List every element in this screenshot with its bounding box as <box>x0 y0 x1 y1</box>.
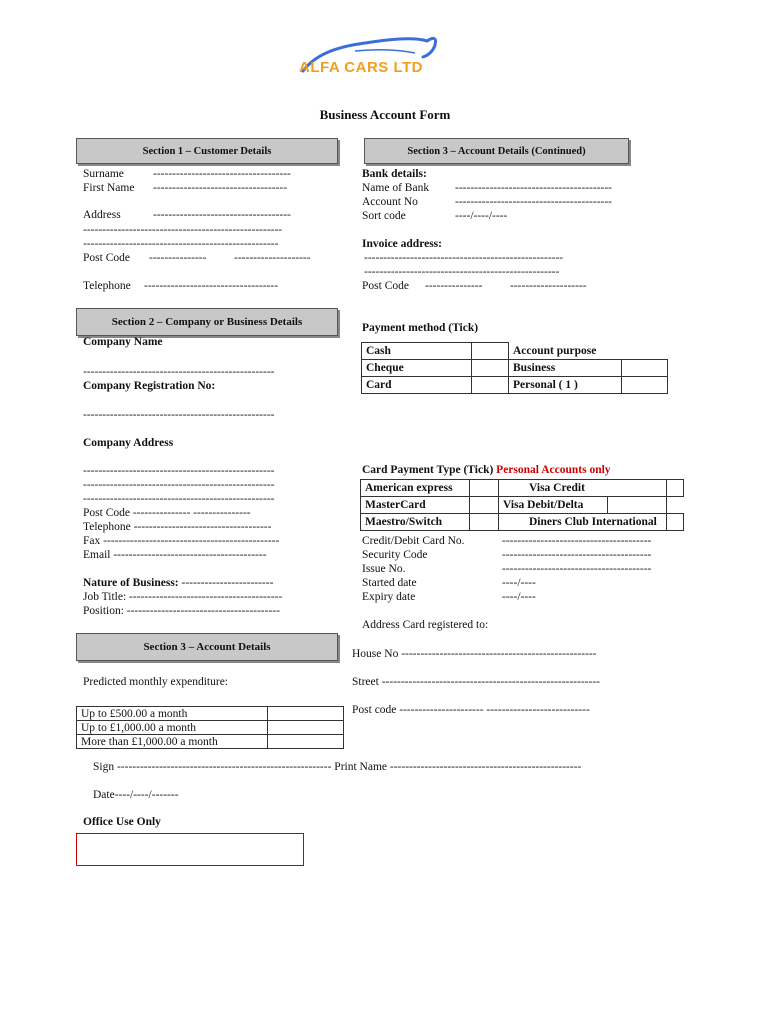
purpose-personal-label: Personal ( 1 ) <box>509 377 622 394</box>
nature-of-business-field[interactable]: ------------------------ <box>178 577 274 589</box>
expenditure-option-1-label: Up to £500.00 a month <box>77 707 268 721</box>
company-telephone-field[interactable]: Telephone ------------------------------------ <box>83 521 272 533</box>
surname-label: Surname <box>83 168 124 180</box>
postcode-label: Post Code <box>83 252 130 264</box>
form-title: Business Account Form <box>319 107 451 122</box>
section-3-continued-header: Section 3 – Account Details (Continued) <box>364 138 629 164</box>
predicted-expenditure-label: Predicted monthly expenditure: <box>83 676 228 688</box>
bank-name-field[interactable]: ----------------------------------------- <box>455 182 613 194</box>
expenditure-row-2 <box>77 721 344 735</box>
personal-accounts-note: Personal Accounts only <box>496 464 611 476</box>
card-maestro-checkbox[interactable] <box>470 514 499 531</box>
card-no-label: Credit/Debit Card No. <box>362 535 465 547</box>
postcode-field-2[interactable]: -------------------- <box>234 252 311 264</box>
purpose-title-spacer <box>621 343 667 360</box>
card-street-field[interactable]: Street --------------------------------------------------------- <box>352 676 600 688</box>
address-field-3[interactable]: --------------------------------------------------- <box>83 238 279 250</box>
address-field-1[interactable]: ------------------------------------ <box>153 209 291 221</box>
address-label: Address <box>83 209 121 221</box>
card-mastercard-checkbox[interactable] <box>470 497 499 514</box>
invoice-address-field-2[interactable]: --------------------------------------------------- <box>364 266 560 278</box>
company-email-field[interactable]: Email ---------------------------------------- <box>83 549 267 561</box>
card-amex-checkbox[interactable] <box>470 480 499 497</box>
purpose-personal-checkbox[interactable] <box>621 377 667 394</box>
surname-field[interactable]: ------------------------------------ <box>153 168 291 180</box>
card-visa-credit-label: Visa Credit <box>499 480 667 497</box>
card-row-1 <box>361 480 684 497</box>
payment-cash-checkbox[interactable] <box>472 343 509 360</box>
section-2-header: Section 2 – Company or Business Details <box>76 308 338 336</box>
card-amex-label: American express <box>361 480 470 497</box>
company-address-field-1[interactable]: -------------------------------------------------- <box>83 465 275 477</box>
expiry-date-label: Expiry date <box>362 591 416 603</box>
bank-details-title: Bank details: <box>362 168 427 180</box>
telephone-label: Telephone <box>83 280 131 292</box>
payment-row-cash <box>362 343 668 360</box>
expenditure-option-2-label: Up to £1,000.00 a month <box>77 721 268 735</box>
payment-card-checkbox[interactable] <box>472 377 509 394</box>
account-no-field[interactable]: ----------------------------------------- <box>455 196 613 208</box>
address-field-2[interactable]: ---------------------------------------------------- <box>83 224 283 236</box>
card-no-field[interactable]: --------------------------------------- <box>502 535 652 547</box>
company-reg-field[interactable]: -------------------------------------------------- <box>83 409 275 421</box>
company-reg-label: Company Registration No: <box>83 380 216 392</box>
section-1-header: Section 1 – Customer Details <box>76 138 338 164</box>
card-diners-checkbox[interactable] <box>667 514 684 531</box>
purpose-business-label: Business <box>509 360 622 377</box>
company-fax-field[interactable]: Fax ---------------------------------------------- <box>83 535 280 547</box>
company-name-label: Company Name <box>83 336 163 348</box>
expenditure-option-1-checkbox[interactable] <box>268 707 344 721</box>
payment-row-cheque <box>362 360 668 377</box>
postcode-field-1[interactable]: --------------- <box>149 252 207 264</box>
payment-method-table <box>361 342 668 394</box>
date-field[interactable]: Date----/----/------- <box>93 789 179 801</box>
card-row-2-empty <box>667 497 684 514</box>
card-row-3 <box>361 514 684 531</box>
card-maestro-label: Maestro/Switch <box>361 514 470 531</box>
payment-row-card <box>362 377 668 394</box>
card-type-table <box>360 479 684 531</box>
invoice-address-title: Invoice address: <box>362 238 442 250</box>
address-card-registered-title: Address Card registered to: <box>362 619 489 631</box>
invoice-postcode-field-2[interactable]: -------------------- <box>510 280 587 292</box>
office-use-box[interactable] <box>76 833 304 866</box>
started-date-field[interactable]: ----/---- <box>502 577 536 589</box>
card-payment-type-title <box>362 464 611 476</box>
expenditure-table <box>76 706 344 749</box>
firstname-label: First Name <box>83 182 135 194</box>
payment-cheque-label: Cheque <box>362 360 472 377</box>
card-postcode-field[interactable]: Post code ---------------------- --------------------------- <box>352 704 590 716</box>
company-name-field[interactable]: -------------------------------------------------- <box>83 366 275 378</box>
expenditure-row-1 <box>77 707 344 721</box>
expenditure-option-3-label: More than £1,000.00 a month <box>77 735 268 749</box>
security-code-label: Security Code <box>362 549 428 561</box>
section-3-header: Section 3 – Account Details <box>76 633 338 661</box>
sign-print-name-line[interactable]: Sign -------------------------------------------------------- Print Name -------------------------------------------------- <box>93 761 582 773</box>
sort-code-label: Sort code <box>362 210 406 222</box>
card-diners-label: Diners Club International <box>499 514 667 531</box>
sort-code-field[interactable]: ----/----/---- <box>455 210 508 222</box>
office-use-title: Office Use Only <box>83 816 161 828</box>
issue-no-label: Issue No. <box>362 563 406 575</box>
card-row-2 <box>361 497 684 514</box>
company-postcode-field[interactable]: Post Code --------------- --------------- <box>83 507 251 519</box>
company-address-label: Company Address <box>83 437 174 449</box>
company-address-field-2[interactable]: -------------------------------------------------- <box>83 479 275 491</box>
card-visa-debit-label: Visa Debit/Delta <box>499 497 608 514</box>
invoice-address-field-1[interactable]: ---------------------------------------------------- <box>364 252 564 264</box>
payment-cash-label: Cash <box>362 343 472 360</box>
card-visa-debit-checkbox[interactable] <box>608 497 667 514</box>
started-date-label: Started date <box>362 577 417 589</box>
job-title-field[interactable]: Job Title: ---------------------------------------- <box>83 591 283 603</box>
position-field[interactable]: Position: ---------------------------------------- <box>83 605 280 617</box>
firstname-field[interactable]: ----------------------------------- <box>153 182 288 194</box>
security-code-field[interactable]: --------------------------------------- <box>502 549 652 561</box>
company-logo <box>295 33 445 81</box>
purpose-business-checkbox[interactable] <box>621 360 667 377</box>
issue-no-field[interactable]: --------------------------------------- <box>502 563 652 575</box>
expiry-date-field[interactable]: ----/---- <box>502 591 536 603</box>
card-house-no-field[interactable]: House No --------------------------------------------------- <box>352 648 597 660</box>
logo-text: ALFA CARS LTD <box>299 59 423 76</box>
account-purpose-title: Account purpose <box>509 343 622 360</box>
company-address-field-3[interactable]: -------------------------------------------------- <box>83 493 275 505</box>
telephone-field[interactable]: ----------------------------------- <box>144 280 279 292</box>
card-visa-credit-checkbox[interactable] <box>667 480 684 497</box>
card-mastercard-label: MasterCard <box>361 497 470 514</box>
expenditure-row-3 <box>77 735 344 749</box>
card-payment-type-label: Card Payment Type (Tick) <box>362 464 494 476</box>
invoice-postcode-label: Post Code <box>362 280 409 292</box>
payment-card-label: Card <box>362 377 472 394</box>
payment-cheque-checkbox[interactable] <box>472 360 509 377</box>
bank-name-label: Name of Bank <box>362 182 430 194</box>
payment-method-title: Payment method (Tick) <box>362 322 479 334</box>
nature-of-business[interactable] <box>83 577 273 589</box>
nature-of-business-label: Nature of Business: <box>83 577 179 589</box>
account-no-label: Account No <box>362 196 418 208</box>
expenditure-option-2-checkbox[interactable] <box>268 721 344 735</box>
invoice-postcode-field-1[interactable]: --------------- <box>425 280 483 292</box>
expenditure-option-3-checkbox[interactable] <box>268 735 344 749</box>
